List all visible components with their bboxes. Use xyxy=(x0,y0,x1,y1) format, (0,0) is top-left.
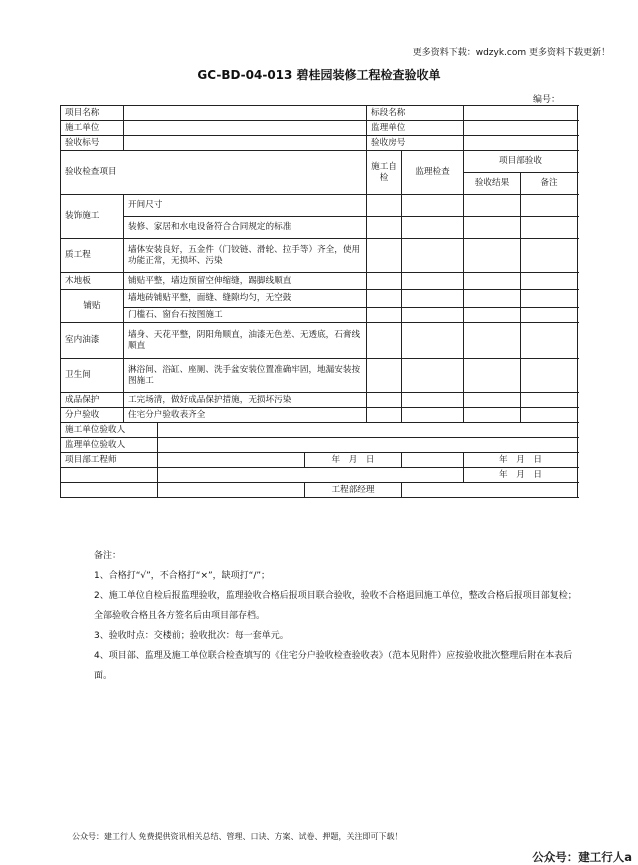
result-cell[interactable] xyxy=(464,239,521,273)
blank-cell xyxy=(158,483,305,498)
constructor-check-header: 施工自检 xyxy=(367,151,402,195)
check-item: 墙身、天花平整，阴阳角顺直，油漆无色差、无透底，石膏线顺直 xyxy=(124,323,367,359)
check-item: 墙地砖铺贴平整，面缝、缝隙均匀，无空鼓 xyxy=(124,290,367,308)
check-item: 工完场清，做好成品保护措施，无损坏污染 xyxy=(124,393,367,408)
constructor-check-cell[interactable] xyxy=(367,408,402,423)
result-cell[interactable] xyxy=(464,273,521,290)
construction-signer-value[interactable] xyxy=(158,423,578,438)
supervision-unit-value[interactable] xyxy=(464,121,578,136)
supervisor-check-cell[interactable] xyxy=(402,290,464,308)
result-cell[interactable] xyxy=(464,195,521,217)
dept-check-header: 项目部验收 xyxy=(464,151,578,173)
notes-section xyxy=(72,546,582,686)
supervision-unit-label: 监理单位 xyxy=(367,121,464,136)
constructor-check-cell[interactable] xyxy=(367,393,402,408)
remark-cell[interactable] xyxy=(521,273,578,290)
supervision-signer-label: 监理单位验收人 xyxy=(61,438,158,453)
watermark: 公众号：建工行人a xyxy=(532,850,632,864)
supervisor-check-cell[interactable] xyxy=(402,273,464,290)
constructor-check-cell[interactable] xyxy=(367,273,402,290)
remark-cell[interactable] xyxy=(521,359,578,393)
blank-cell xyxy=(61,468,158,483)
group-label: 铺贴 xyxy=(61,290,124,323)
supervisor-check-cell[interactable] xyxy=(402,239,464,273)
constructor-check-cell[interactable] xyxy=(367,359,402,393)
remark-cell[interactable] xyxy=(521,393,578,408)
result-header: 验收结果 xyxy=(464,173,521,195)
inspection-item-header: 验收检查项目 xyxy=(61,151,367,195)
supervisor-check-cell[interactable] xyxy=(402,408,464,423)
engineer-signature[interactable] xyxy=(158,453,305,468)
blank-cell xyxy=(61,483,158,498)
result-cell[interactable] xyxy=(464,290,521,308)
dept-date-1[interactable]: 年 月 日 xyxy=(464,453,578,468)
remark-cell[interactable] xyxy=(521,408,578,423)
check-item: 门槛石、窗台石按图施工 xyxy=(124,308,367,323)
result-cell[interactable] xyxy=(464,217,521,239)
result-cell[interactable] xyxy=(464,359,521,393)
note-item: 3、验收时点：交楼前；验收批次：每一套单元。 xyxy=(94,631,289,641)
supervisor-check-cell[interactable] xyxy=(402,308,464,323)
section-name-value[interactable] xyxy=(464,106,578,121)
remark-cell[interactable] xyxy=(521,290,578,308)
inspection-form-table xyxy=(60,105,578,498)
blank-cell xyxy=(158,468,464,483)
constructor-check-cell[interactable] xyxy=(367,290,402,308)
group-label: 分户验收 xyxy=(61,408,124,423)
supervisor-check-cell[interactable] xyxy=(402,217,464,239)
result-cell[interactable] xyxy=(464,393,521,408)
project-name-label: 项目名称 xyxy=(61,106,124,121)
remark-cell[interactable] xyxy=(521,195,578,217)
note-item: 2、施工单位自检后报监理验收，监理验收合格后报项目联合验收，验收不合格退回施工单位，整改合格后报项目部复检；全部验收合格且各方签名后由项目部存档。 xyxy=(94,591,577,621)
supervisor-check-cell[interactable] xyxy=(402,195,464,217)
note-item: 4、项目部、监理及施工单位联合检查填写的《住宅分户验收检查验收表》（范本见附件）应按验收批次整理后附在本表后面。 xyxy=(94,651,573,681)
construction-unit-label: 施工单位 xyxy=(61,121,124,136)
check-item: 住宅分户验收表齐全 xyxy=(124,408,367,423)
group-label: 木地板 xyxy=(61,273,124,290)
group-label: 室内油漆 xyxy=(61,323,124,359)
group-label: 卫生间 xyxy=(61,359,124,393)
project-name-value[interactable] xyxy=(124,106,367,121)
inspection-room-value[interactable] xyxy=(464,136,578,151)
remark-cell[interactable] xyxy=(521,239,578,273)
supervisor-check-cell[interactable] xyxy=(402,359,464,393)
group-label: 质工程 xyxy=(61,239,124,273)
result-cell[interactable] xyxy=(464,308,521,323)
constructor-check-cell[interactable] xyxy=(367,217,402,239)
remark-cell[interactable] xyxy=(521,217,578,239)
check-item: 装修、家居和水电设备符合合同规定的标准 xyxy=(124,217,367,239)
page-title: GC-BD-04-013 碧桂园装修工程检查验收单 xyxy=(197,68,441,82)
constructor-check-cell[interactable] xyxy=(367,308,402,323)
check-item: 开间尺寸 xyxy=(124,195,367,217)
group-label: 装饰施工 xyxy=(61,195,124,239)
remark-cell[interactable] xyxy=(521,323,578,359)
group-label: 成品保护 xyxy=(61,393,124,408)
notes-heading: 备注： xyxy=(94,551,122,561)
note-item: 1、合格打“√”，不合格打“×”，缺项打“/”； xyxy=(94,571,271,581)
engineer-date[interactable]: 年 月 日 xyxy=(305,453,402,468)
supervision-signer-value[interactable] xyxy=(158,438,578,453)
inspection-batch-label: 验收标号 xyxy=(61,136,124,151)
supervisor-check-header: 监理检查 xyxy=(402,151,464,195)
constructor-check-cell[interactable] xyxy=(367,195,402,217)
dept-date-2[interactable]: 年 月 日 xyxy=(464,468,578,483)
result-cell[interactable] xyxy=(464,408,521,423)
engineer-label: 项目部工程师 xyxy=(61,453,158,468)
chief-signature[interactable] xyxy=(402,483,578,498)
section-name-label: 标段名称 xyxy=(367,106,464,121)
check-item: 淋浴间、浴缸、座厕、洗手盆安装位置准确牢固，地漏安装按图施工 xyxy=(124,359,367,393)
supervisor-check-cell[interactable] xyxy=(402,393,464,408)
result-cell[interactable] xyxy=(464,323,521,359)
constructor-check-cell[interactable] xyxy=(367,239,402,273)
inspection-room-label: 验收房号 xyxy=(367,136,464,151)
check-item: 铺贴平整，墙边预留空伸缩缝，踢脚线顺直 xyxy=(124,273,367,290)
construction-signer-label: 施工单位验收人 xyxy=(61,423,158,438)
download-banner: 更多资料下载：wdzyk.com 更多资料下载更新！ xyxy=(412,48,610,58)
blank-cell xyxy=(402,453,464,468)
footer-note: 公众号：建工行人 免费提供资讯相关总结、管理、口诀、方案、试卷、押题，关注即可下载！ xyxy=(72,832,403,841)
chief-label: 工程部经理 xyxy=(305,483,402,498)
remark-cell[interactable] xyxy=(521,308,578,323)
construction-unit-value[interactable] xyxy=(124,121,367,136)
document-number-label: 编号： xyxy=(532,95,560,105)
remark-header: 备注 xyxy=(521,173,578,195)
check-item: 墙体安装良好，五金件（门铰链、滑轮、拉手等）齐全，使用功能正常，无损坏、污染 xyxy=(124,239,367,273)
supervisor-check-cell[interactable] xyxy=(402,323,464,359)
inspection-batch-value[interactable] xyxy=(124,136,367,151)
constructor-check-cell[interactable] xyxy=(367,323,402,359)
